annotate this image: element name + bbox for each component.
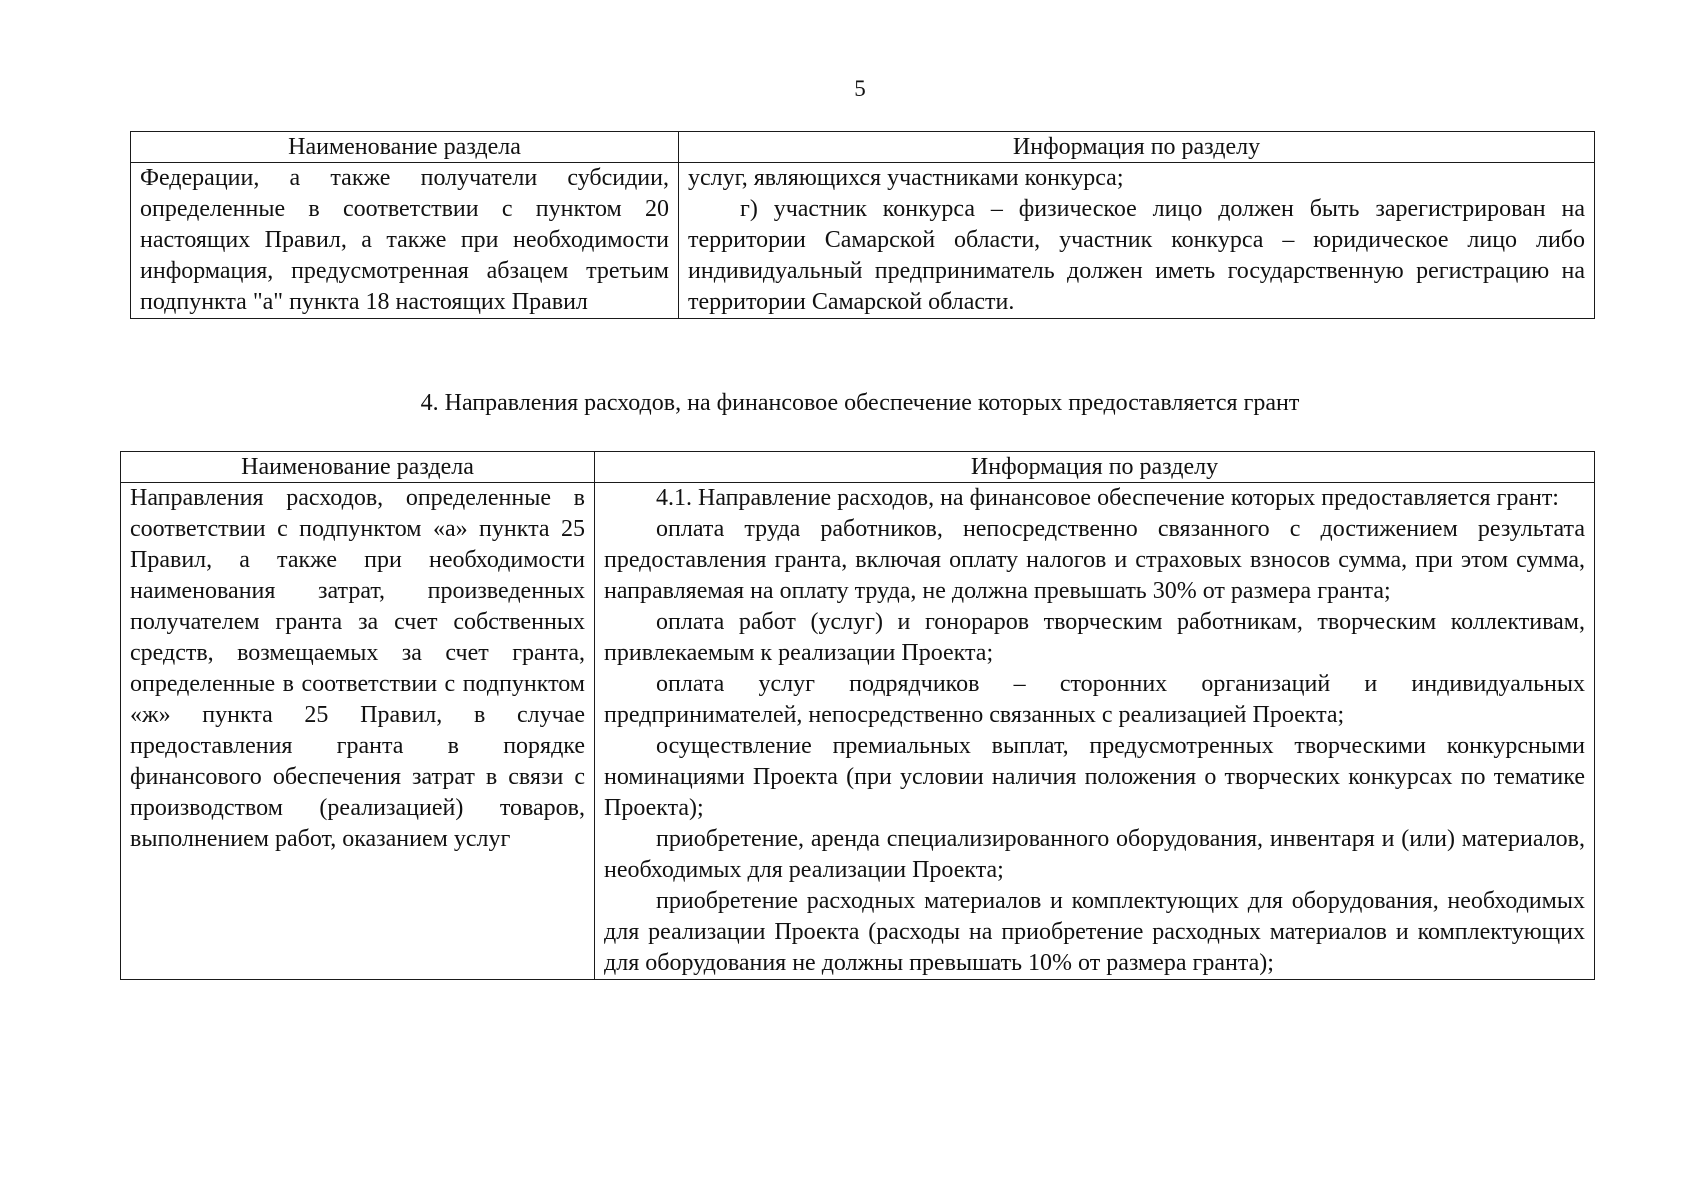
table-header-row [121, 452, 1595, 483]
section-name-cell [131, 163, 679, 319]
page-number: 5 [854, 76, 866, 101]
section-4-heading: 4. Направления расходов, на финансовое обеспечение которых предоставляется грант [420, 390, 1300, 416]
expenses-table [120, 451, 1595, 980]
info-paragraph: оплата труда работников, непосредственно связанного с достижением результата предоставления гранта, включая оплату налогов и страховых взносов сумма, при этом сумма, направляемая на оплату труда, не должна превышать 30% от размера гранта; [604, 516, 1585, 604]
header-section-name: Наименование раздела [121, 452, 595, 483]
info-paragraph: приобретение расходных материалов и комплектующих для оборудования, необходимых для реализации Проекта (расходы на приобретение расходных материалов и комплектующих для оборудования не должны превышать 10% от размера гранта); [604, 888, 1585, 976]
header-section-info: Информация по разделу [679, 132, 1595, 163]
info-paragraph: оплата работ (услуг) и гонораров творческим работникам, творческим коллективам, привлекаемым к реализации Проекта; [604, 609, 1585, 666]
table-row [131, 163, 1595, 319]
section-info-cell [679, 163, 1595, 319]
participants-table [130, 131, 1595, 319]
info-paragraph: приобретение, аренда специализированного оборудования, инвентаря и (или) материалов, необходимых для реализации Проекта; [604, 826, 1585, 883]
info-paragraph: оплата услуг подрядчиков – сторонних организаций и индивидуальных предпринимателей, непосредственно связанных с реализацией Проекта; [604, 671, 1585, 728]
section-name-text: Федерации, а также получатели субсидии, определенные в соответствии с пунктом 20 настоящих Правил, а также при необходимости информация, предусмотренная абзацем третьим подпункта "а" пункта 18 настоящих Правил [140, 165, 669, 315]
section-name-cell [121, 483, 595, 980]
header-section-name: Наименование раздела [131, 132, 679, 163]
section-info-cell [595, 483, 1595, 980]
table-header-row [131, 132, 1595, 163]
header-section-info: Информация по разделу [595, 452, 1595, 483]
section-name-text: Направления расходов, определенные в соответствии с подпунктом «а» пункта 25 Правил, а также при необходимости наименования затрат, произведенных получателем гранта за счет собственных средств, возмещаемых за счет гранта, определенные в соответствии с подпунктом «ж» пункта 25 Правил, в случае предоставления гранта в порядке финансового обеспечения затрат в связи с производством (реализацией) товаров, выполнением работ, оказанием услуг [130, 485, 585, 852]
info-paragraph: осуществление премиальных выплат, предусмотренных творческими конкурсными номинациями Проекта (при условии наличия положения о творческих конкурсах по тематике Проекта); [604, 733, 1585, 821]
info-paragraph: г) участник конкурса – физическое лицо должен быть зарегистрирован на территории Самарской области, участник конкурса – юридическое лицо либо индивидуальный предприниматель должен иметь государственную регистрацию на территории Самарской области. [688, 196, 1585, 315]
info-paragraph: 4.1. Направление расходов, на финансовое обеспечение которых предоставляется грант: [656, 485, 1559, 511]
info-paragraph: услуг, являющихся участниками конкурса; [688, 165, 1124, 191]
table-row [121, 483, 1595, 980]
